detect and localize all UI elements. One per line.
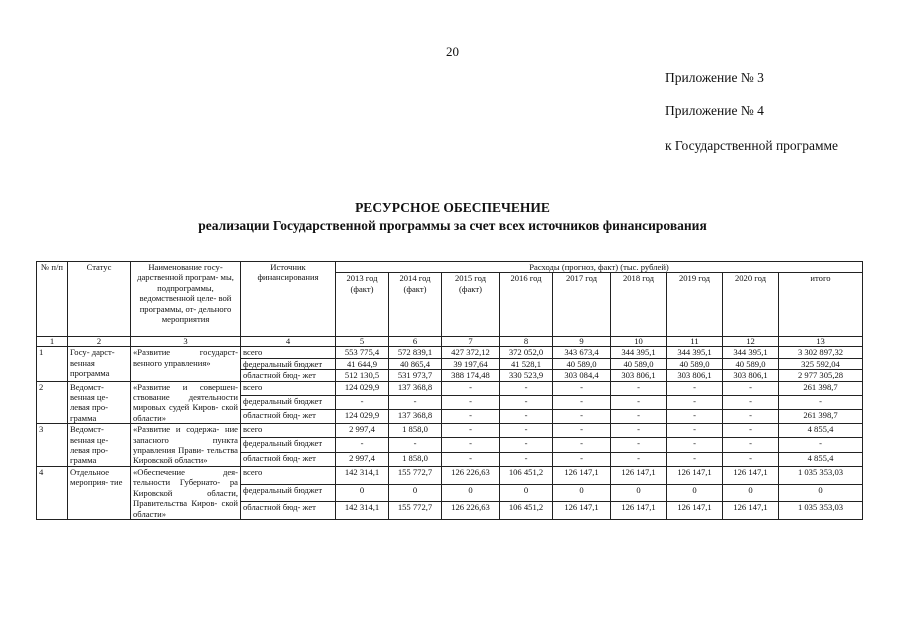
header-year: 2020 год — [723, 273, 779, 337]
table-row — [37, 424, 863, 438]
expense-value: 1 858,0 — [389, 452, 442, 466]
funding-source: федеральный бюджет — [241, 438, 336, 452]
expense-value: - — [723, 438, 779, 452]
expense-value: 2 997,4 — [336, 452, 389, 466]
column-number: 7 — [442, 337, 500, 347]
appendix-line-3: к Государственной программе — [665, 138, 839, 153]
expense-value: - — [336, 438, 389, 452]
expense-value: 137 368,8 — [389, 410, 442, 424]
expense-value: 531 973,7 — [389, 370, 442, 381]
expense-value: 427 372,12 — [442, 347, 500, 358]
column-number: 12 — [723, 337, 779, 347]
expense-value: 2 997,4 — [336, 424, 389, 438]
expense-value: - — [553, 452, 611, 466]
expense-value: - — [611, 410, 667, 424]
expense-value: 0 — [723, 484, 779, 502]
expense-value: - — [500, 438, 553, 452]
header-year: 2014 год (факт) — [389, 273, 442, 337]
expense-value: 1 035 353,03 — [779, 466, 863, 484]
column-number: 11 — [667, 337, 723, 347]
expense-value: 0 — [389, 484, 442, 502]
expense-value: - — [611, 395, 667, 409]
row-number: 4 — [37, 466, 68, 519]
expense-value: - — [553, 438, 611, 452]
row-number: 3 — [37, 424, 68, 467]
funding-source: всего — [241, 347, 336, 358]
expense-value: - — [389, 438, 442, 452]
expense-value: - — [442, 395, 500, 409]
expense-value: 1 035 353,03 — [779, 502, 863, 520]
expense-value: 3 302 897,32 — [779, 347, 863, 358]
expense-value: - — [500, 424, 553, 438]
expense-value: - — [442, 452, 500, 466]
expense-value: - — [336, 395, 389, 409]
header-year: 2017 год — [553, 273, 611, 337]
header-status: Статус — [68, 262, 131, 337]
expense-value: - — [611, 424, 667, 438]
expense-value: - — [389, 395, 442, 409]
expense-value: 155 772,7 — [389, 466, 442, 484]
column-numbers-row — [37, 337, 863, 347]
table-row — [37, 381, 863, 395]
expense-value: 137 368,8 — [389, 381, 442, 395]
expense-value: 325 592,04 — [779, 358, 863, 369]
expense-value: 388 174,48 — [442, 370, 500, 381]
header-expenses: Расходы (прогноз, факт) (тыс. рублей) — [336, 262, 863, 273]
expense-value: - — [611, 438, 667, 452]
document-title: РЕСУРСНОЕ ОБЕСПЕЧЕНИЕ — [355, 200, 550, 215]
expense-value: 126 147,1 — [611, 466, 667, 484]
header-source: Источник финансирования — [241, 262, 336, 337]
expense-value: - — [500, 410, 553, 424]
expense-value: - — [500, 395, 553, 409]
expense-value: - — [553, 381, 611, 395]
table-row — [37, 466, 863, 484]
row-name: «Обеспечение дея- тельности Губернато- ра Кировской области, Правительства Киров- ской области» — [131, 466, 241, 519]
expense-value: - — [500, 452, 553, 466]
header-year: 2018 год — [611, 273, 667, 337]
row-status: Ведомст- венная це- левая про- грамма — [68, 381, 131, 424]
expense-value: 41 644,9 — [336, 358, 389, 369]
header-year: итого — [779, 273, 863, 337]
expense-value: 303 806,1 — [667, 370, 723, 381]
appendix-line-1: Приложение № 3 — [665, 70, 764, 85]
expense-value: 126 226,63 — [442, 502, 500, 520]
funding-source: федеральный бюджет — [241, 395, 336, 409]
header-year: 2013 год (факт) — [336, 273, 389, 337]
header-no: № п/п — [37, 262, 68, 337]
expense-value: 344 395,1 — [667, 347, 723, 358]
expense-value: - — [667, 452, 723, 466]
header-year: 2016 год — [500, 273, 553, 337]
expense-value: 303 806,1 — [723, 370, 779, 381]
expense-value: - — [611, 381, 667, 395]
expense-value: 126 147,1 — [723, 466, 779, 484]
expense-value: - — [442, 381, 500, 395]
expense-value: - — [779, 438, 863, 452]
row-number: 1 — [37, 347, 68, 381]
expense-value: 344 395,1 — [611, 347, 667, 358]
expense-value: - — [500, 381, 553, 395]
column-number: 5 — [336, 337, 389, 347]
header-name: Наименование госу- дарственной програм- мы, подпрограммы, ведомственной целе- вой программы, от- дельного мероприятия — [131, 262, 241, 337]
row-status: Ведомст- венная це- левая про- грамма — [68, 424, 131, 467]
funding-source: федеральный бюджет — [241, 358, 336, 369]
row-number: 2 — [37, 381, 68, 424]
expense-value: - — [442, 424, 500, 438]
expense-value: 2 977 305,28 — [779, 370, 863, 381]
expense-value: 0 — [442, 484, 500, 502]
expense-value: 126 147,1 — [667, 466, 723, 484]
column-number: 8 — [500, 337, 553, 347]
expense-value: - — [723, 452, 779, 466]
expense-value: - — [553, 410, 611, 424]
header-year: 2015 год (факт) — [442, 273, 500, 337]
row-status: Отдельное мероприя- тие — [68, 466, 131, 519]
expense-value: 126 147,1 — [553, 466, 611, 484]
funding-source: всего — [241, 424, 336, 438]
expense-value: 126 147,1 — [553, 502, 611, 520]
expense-value: 126 147,1 — [723, 502, 779, 520]
expense-value: 40 589,0 — [611, 358, 667, 369]
expense-value: 106 451,2 — [500, 466, 553, 484]
expense-value: 40 589,0 — [723, 358, 779, 369]
header-year: 2019 год — [667, 273, 723, 337]
column-number: 1 — [37, 337, 68, 347]
expense-value: 126 226,63 — [442, 466, 500, 484]
expense-value: 126 147,1 — [667, 502, 723, 520]
expense-value: - — [667, 381, 723, 395]
expense-value: - — [667, 395, 723, 409]
expense-value: 261 398,7 — [779, 410, 863, 424]
column-number: 13 — [779, 337, 863, 347]
expense-value: - — [723, 395, 779, 409]
expense-value: 261 398,7 — [779, 381, 863, 395]
funding-source: всего — [241, 381, 336, 395]
expense-value: 142 314,1 — [336, 502, 389, 520]
expense-value: - — [779, 395, 863, 409]
expense-value: 40 589,0 — [553, 358, 611, 369]
funding-source: областной бюд- жет — [241, 452, 336, 466]
expense-value: 344 395,1 — [723, 347, 779, 358]
expense-value: 0 — [553, 484, 611, 502]
expense-value: - — [667, 438, 723, 452]
expense-value: - — [723, 424, 779, 438]
column-number: 4 — [241, 337, 336, 347]
expense-value: 40 865,4 — [389, 358, 442, 369]
expense-value: 0 — [779, 484, 863, 502]
expense-value: - — [723, 410, 779, 424]
expense-value: 330 523,9 — [500, 370, 553, 381]
expense-value: 1 858,0 — [389, 424, 442, 438]
expense-value: 343 673,4 — [553, 347, 611, 358]
expense-value: 40 589,0 — [667, 358, 723, 369]
column-number: 6 — [389, 337, 442, 347]
expense-value: 0 — [667, 484, 723, 502]
column-number: 2 — [68, 337, 131, 347]
expense-value: 142 314,1 — [336, 466, 389, 484]
expense-value: - — [611, 452, 667, 466]
funding-source: федеральный бюджет — [241, 484, 336, 502]
document-subtitle: реализации Государственной программы за счет всех источников финансирования — [198, 218, 707, 233]
expense-value: 124 029,9 — [336, 381, 389, 395]
expense-value: 155 772,7 — [389, 502, 442, 520]
expense-value: 126 147,1 — [611, 502, 667, 520]
expense-value: 512 130,5 — [336, 370, 389, 381]
expense-value: 303 806,1 — [611, 370, 667, 381]
expense-value: - — [667, 410, 723, 424]
expense-value: 303 084,4 — [553, 370, 611, 381]
expense-value: - — [553, 424, 611, 438]
appendix-line-2: Приложение № 4 — [665, 103, 764, 118]
expense-value: 0 — [336, 484, 389, 502]
expense-value: 372 052,0 — [500, 347, 553, 358]
expense-value: 124 029,9 — [336, 410, 389, 424]
expense-value: 39 197,64 — [442, 358, 500, 369]
expense-value: 553 775,4 — [336, 347, 389, 358]
expense-value: - — [442, 410, 500, 424]
expense-value: 0 — [500, 484, 553, 502]
row-name: «Развитие и совершен- ствование деятельности мировых судей Киров- ской области» — [131, 381, 241, 424]
funding-source: областной бюд- жет — [241, 410, 336, 424]
expense-value: 0 — [611, 484, 667, 502]
column-number: 9 — [553, 337, 611, 347]
row-name: «Развитие и содержа- ние запасного пункта управления Прави- тельства Кировской области» — [131, 424, 241, 467]
row-name: «Развитие государст- венного управления» — [131, 347, 241, 381]
funding-source: областной бюд- жет — [241, 370, 336, 381]
expense-value: - — [553, 395, 611, 409]
page-number: 20 — [446, 44, 459, 59]
expense-value: - — [667, 424, 723, 438]
resource-table — [36, 261, 863, 520]
expense-value: 4 855,4 — [779, 452, 863, 466]
row-status: Госу- дарст- венная программа — [68, 347, 131, 381]
expense-value: 106 451,2 — [500, 502, 553, 520]
header-row-1 — [37, 262, 863, 273]
table-row — [37, 347, 863, 358]
expense-value: 41 528,1 — [500, 358, 553, 369]
column-number: 10 — [611, 337, 667, 347]
expense-value: 572 839,1 — [389, 347, 442, 358]
expense-value: 4 855,4 — [779, 424, 863, 438]
expense-value: - — [723, 381, 779, 395]
expense-value: - — [442, 438, 500, 452]
column-number: 3 — [131, 337, 241, 347]
funding-source: областной бюд- жет — [241, 502, 336, 520]
funding-source: всего — [241, 466, 336, 484]
